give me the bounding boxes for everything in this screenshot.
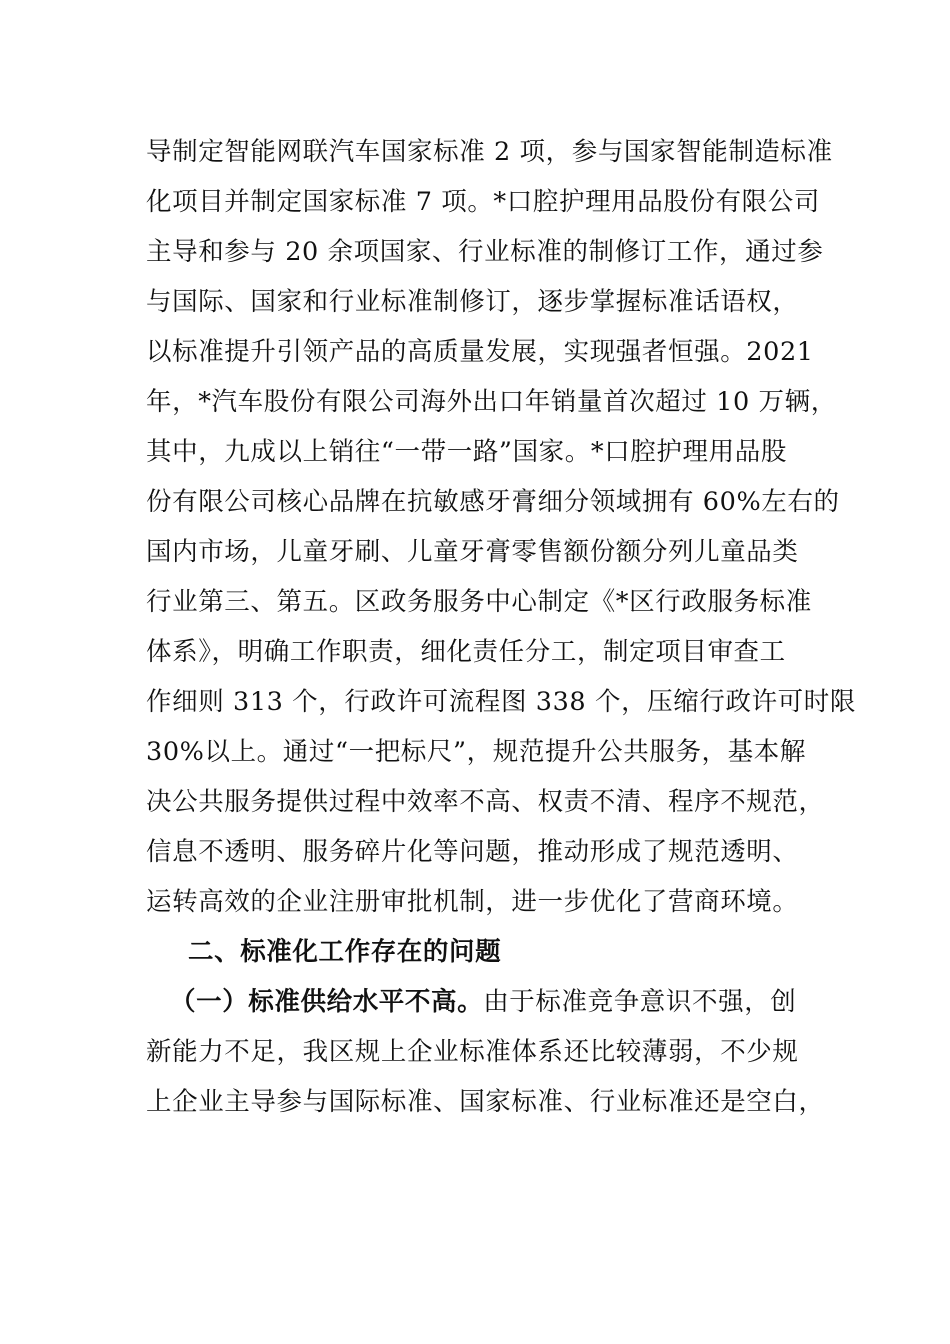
body-line-14: 决公共服务提供过程中效率不高、权责不清、程序不规范，	[146, 787, 825, 817]
body-line-9: 国内市场，儿童牙刷、儿童牙膏零售额份额分列儿童品类	[146, 537, 799, 567]
body-line-4: 与国际、国家和行业标准制修订，逐步掌握标准话语权，	[146, 287, 799, 317]
body-line-11: 体系》，明确工作职责，细化责任分工，制定项目审查工	[146, 637, 786, 667]
body-line-6: 年，*汽车股份有限公司海外出口年销量首次超过 10 万辆，	[146, 387, 837, 417]
body-line-3: 主导和参与 20 余项国家、行业标准的制修订工作，通过参	[146, 237, 824, 267]
body-line-12: 作细则 313 个，行政许可流程图 338 个，压缩行政许可时限	[146, 687, 856, 717]
body-line-16: 运转高效的企业注册审批机制，进一步优化了营商环境。	[146, 887, 799, 917]
subsection-label: （一）标准供给水平不高。	[170, 987, 484, 1017]
body-line-7: 其中，九成以上销往“一带一路”国家。*口腔护理用品股	[146, 437, 787, 467]
body-line-10: 行业第三、第五。区政务服务中心制定《*区行政服务标准	[146, 587, 812, 617]
continuation-line-1: 新能力不足，我区规上企业标准体系还比较薄弱，不少规	[146, 1037, 799, 1067]
section-heading: 二、标准化工作存在的问题	[188, 937, 502, 967]
body-line-5: 以标准提升引领产品的高质量发展，实现强者恒强。2021	[146, 337, 814, 367]
continuation-line-2: 上企业主导参与国际标准、国家标准、行业标准还是空白，	[146, 1087, 825, 1117]
subsection-paragraph	[170, 985, 860, 1019]
body-line-8: 份有限公司核心品牌在抗敏感牙膏细分领域拥有 60%左右的	[146, 487, 840, 517]
body-line-1: 导制定智能网联汽车国家标准 2 项，参与国家智能制造标准	[146, 137, 833, 167]
body-line-2: 化项目并制定国家标准 7 项。*口腔护理用品股份有限公司	[146, 187, 820, 217]
body-line-13: 30%以上。通过“一把标尺”，规范提升公共服务，基本解	[146, 737, 806, 767]
subsection-text: 由于标准竞争意识不强，创	[483, 987, 797, 1017]
body-line-15: 信息不透明、服务碎片化等问题，推动形成了规范透明、	[146, 837, 799, 867]
